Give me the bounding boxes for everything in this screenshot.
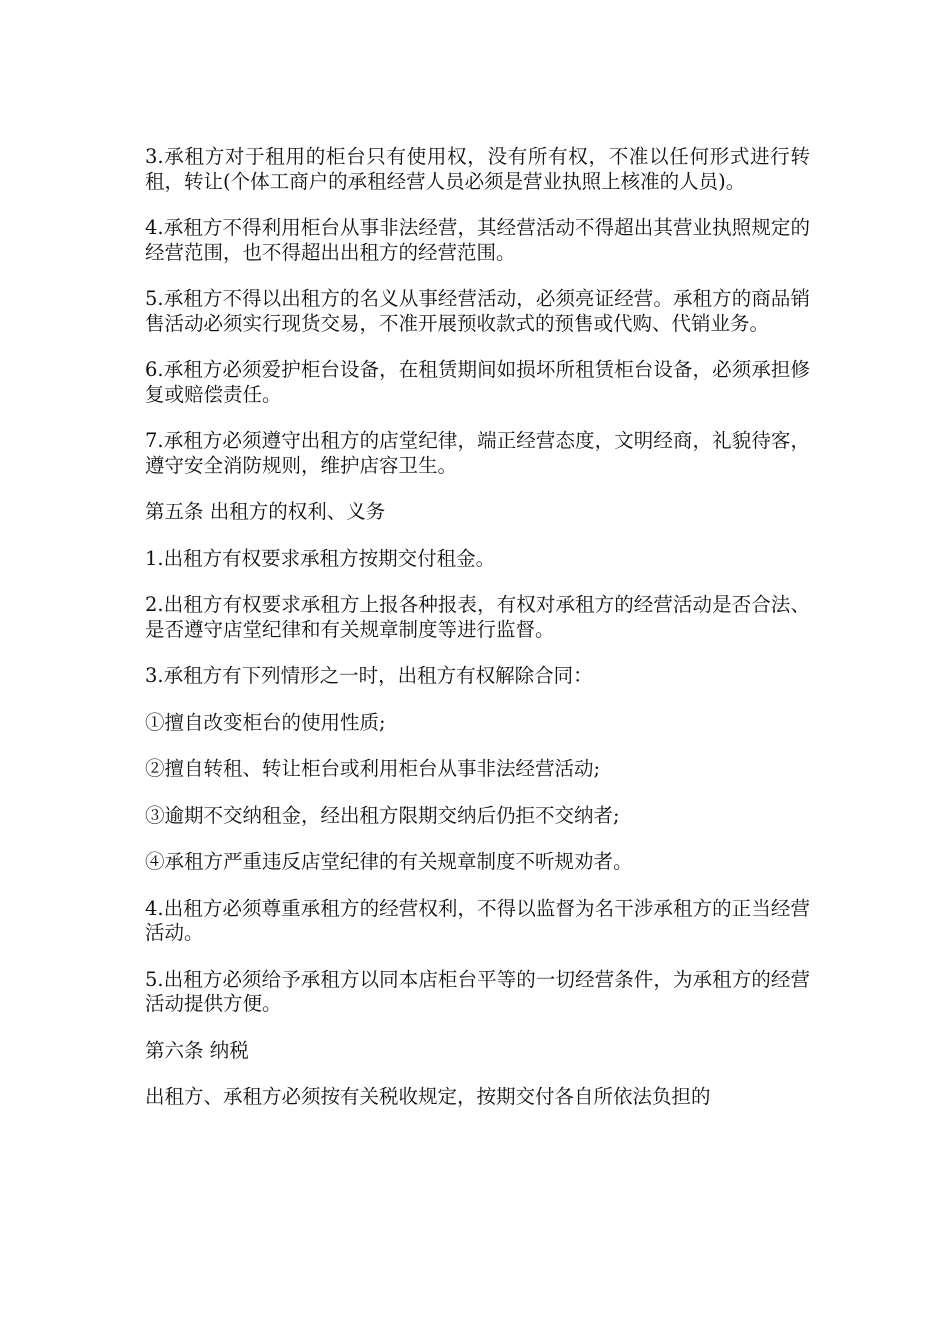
clause-lessee-5: 5.承租方不得以出租方的名义从事经营活动，必须亮证经营。承租方的商品销售活动必须实行现货交易，不准开展预收款式的预售或代购、代销业务。 <box>145 287 810 335</box>
article-6-heading: 第六条 纳税 <box>145 1038 249 1062</box>
condition-item-3: ③逾期不交纳租金，经出租方限期交纳后仍拒不交纳者; <box>145 803 620 827</box>
clause-lessor-4: 4.出租方必须尊重承租方的经营权利，不得以监督为名干涉承租方的正当经营活动。 <box>145 896 810 944</box>
article-5-heading: 第五条 出租方的权利、义务 <box>145 500 386 523</box>
clause-lessee-7: 7.承租方必须遵守出租方的店堂纪律，端正经营态度，文明经商，礼貌待客，遵守安全消防规则，维护店容卫生。 <box>145 429 810 477</box>
clause-lessee-6: 6.承租方必须爱护柜台设备，在租赁期间如损坏所租赁柜台设备，必须承担修复或赔偿责任。 <box>145 358 810 406</box>
condition-item-1: ①擅自改变柜台的使用性质; <box>145 710 386 734</box>
condition-item-2: ②擅自转租、转让柜台或利用柜台从事非法经营活动; <box>145 757 601 780</box>
clause-lessor-1: 1.出租方有权要求承租方按期交付租金。 <box>145 546 496 570</box>
clause-lessor-2: 2.出租方有权要求承租方上报各种报表，有权对承租方的经营活动是否合法、是否遵守店堂纪律和有关规章制度等进行监督。 <box>145 593 810 641</box>
tax-clause: 出租方、承租方必须按有关税收规定，按期交付各自所依法负担的 <box>145 1085 711 1108</box>
document-page <box>145 145 810 1132</box>
clause-lessee-3: 3.承租方对于租用的柜台只有使用权，没有所有权，不准以任何形式进行转租，转让(个体工商户的承租经营人员必须是营业执照上核准的人员)。 <box>145 145 810 193</box>
clause-lessor-3: 3.承租方有下列情形之一时，出租方有权解除合同： <box>145 664 593 687</box>
condition-item-4: ④承租方严重违反店堂纪律的有关规章制度不听规劝者。 <box>145 850 633 873</box>
clause-lessee-4: 4.承租方不得利用柜台从事非法经营，其经营活动不得超出其营业执照规定的经营范围，也不得超出出租方的经营范围。 <box>145 216 810 264</box>
clause-lessor-5: 5.出租方必须给予承租方以同本店柜台平等的一切经营条件，为承租方的经营活动提供方便。 <box>145 967 810 1015</box>
